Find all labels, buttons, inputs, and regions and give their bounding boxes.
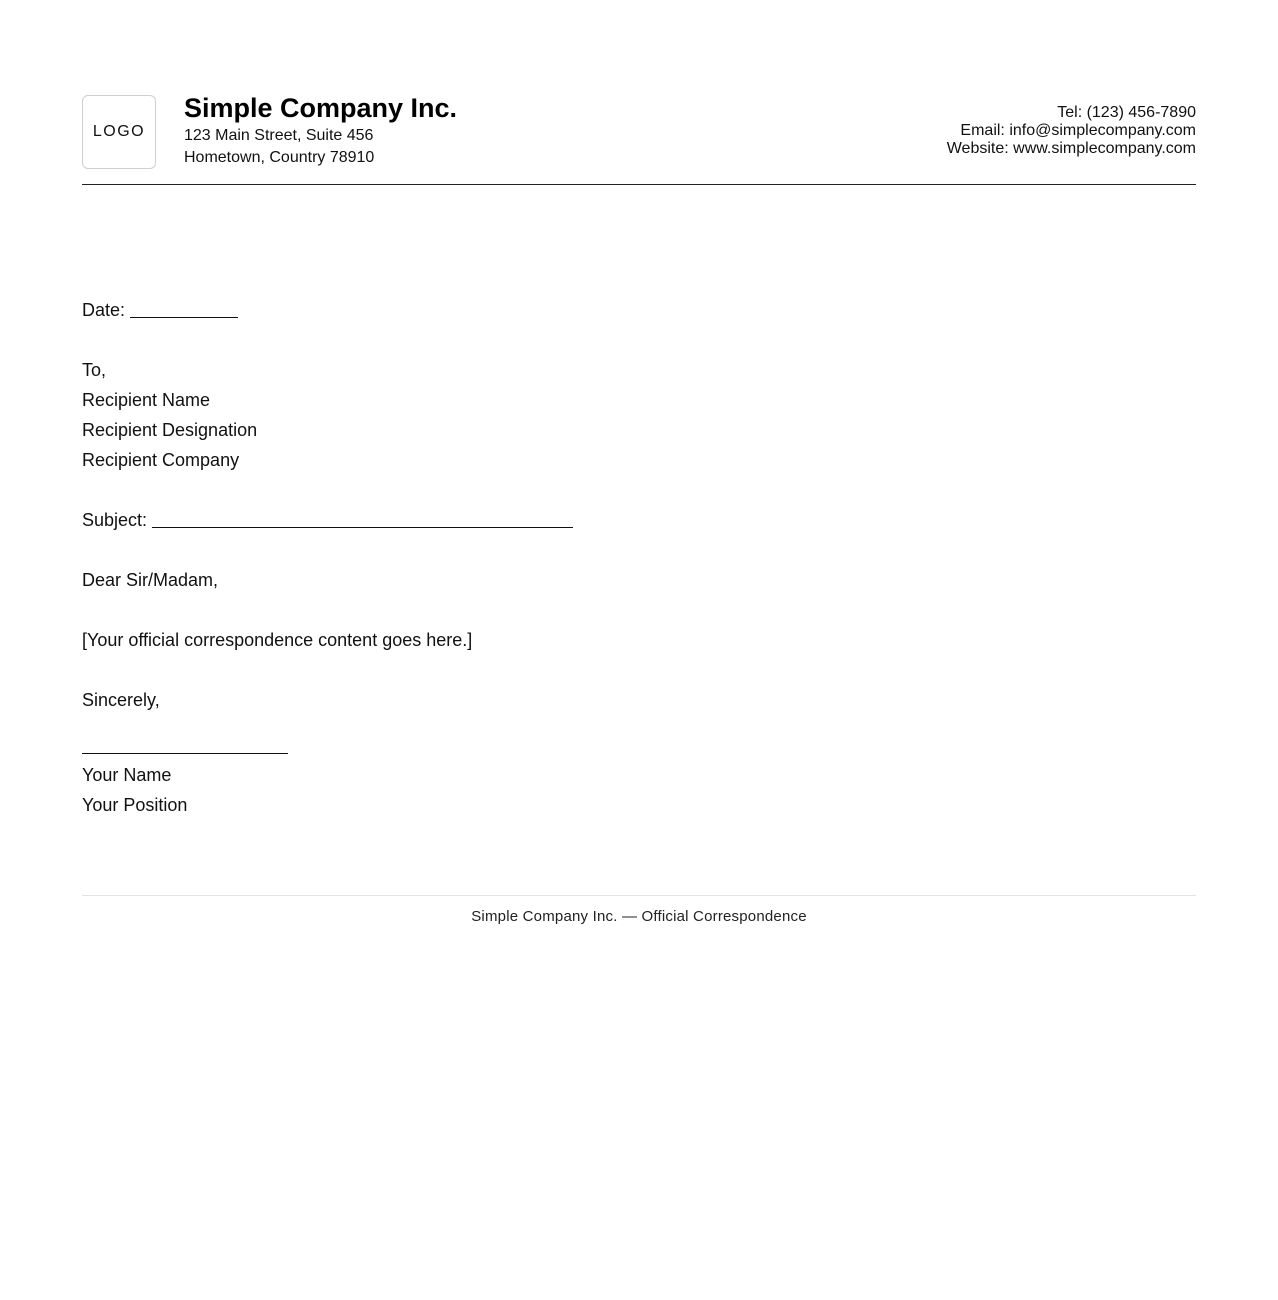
contact-website: Website: www.simplecompany.com — [946, 140, 1196, 157]
footer-text: Simple Company Inc. — Official Correspondence — [471, 908, 807, 925]
letter-page — [82, 95, 1196, 820]
to-label: To, — [82, 360, 107, 380]
date-line — [82, 295, 1196, 325]
contact-tel: Tel: (123) 456-7890 — [1057, 104, 1196, 121]
recipient-name: Recipient Name — [82, 390, 211, 410]
spacer — [82, 325, 1196, 355]
company-name: Simple Company Inc. — [184, 93, 458, 123]
date-label: Date: — [82, 300, 126, 320]
letter-content: [Your official correspondence content goes here.] — [82, 630, 473, 650]
contact-block — [947, 104, 1196, 158]
salutation: Dear Sir/Madam, — [82, 570, 219, 590]
spacer — [82, 595, 1196, 625]
spacer — [82, 535, 1196, 565]
logo-text: LOGO — [92, 123, 146, 140]
logo-placeholder — [82, 95, 156, 169]
letterhead — [82, 95, 1196, 185]
signature-line — [82, 753, 288, 754]
date-blank-field — [130, 299, 238, 318]
recipient-company: Recipient Company — [82, 450, 240, 470]
closing: Sincerely, — [82, 690, 160, 710]
spacer — [82, 655, 1196, 685]
company-address-line2: Hometown, Country 78910 — [184, 149, 375, 166]
subject-label: Subject: — [82, 510, 148, 530]
company-address-line1: 123 Main Street, Suite 456 — [184, 127, 374, 144]
page-footer — [82, 895, 1196, 925]
signer-name: Your Name — [82, 765, 172, 785]
recipient-designation: Recipient Designation — [82, 420, 258, 440]
company-info — [184, 91, 457, 169]
spacer — [82, 475, 1196, 505]
letter-body — [82, 295, 1196, 820]
brand-block — [82, 95, 457, 169]
contact-email: Email: info@simplecompany.com — [960, 122, 1196, 139]
subject-line — [82, 505, 1196, 535]
signer-position: Your Position — [82, 795, 188, 815]
subject-blank-field — [152, 509, 573, 528]
